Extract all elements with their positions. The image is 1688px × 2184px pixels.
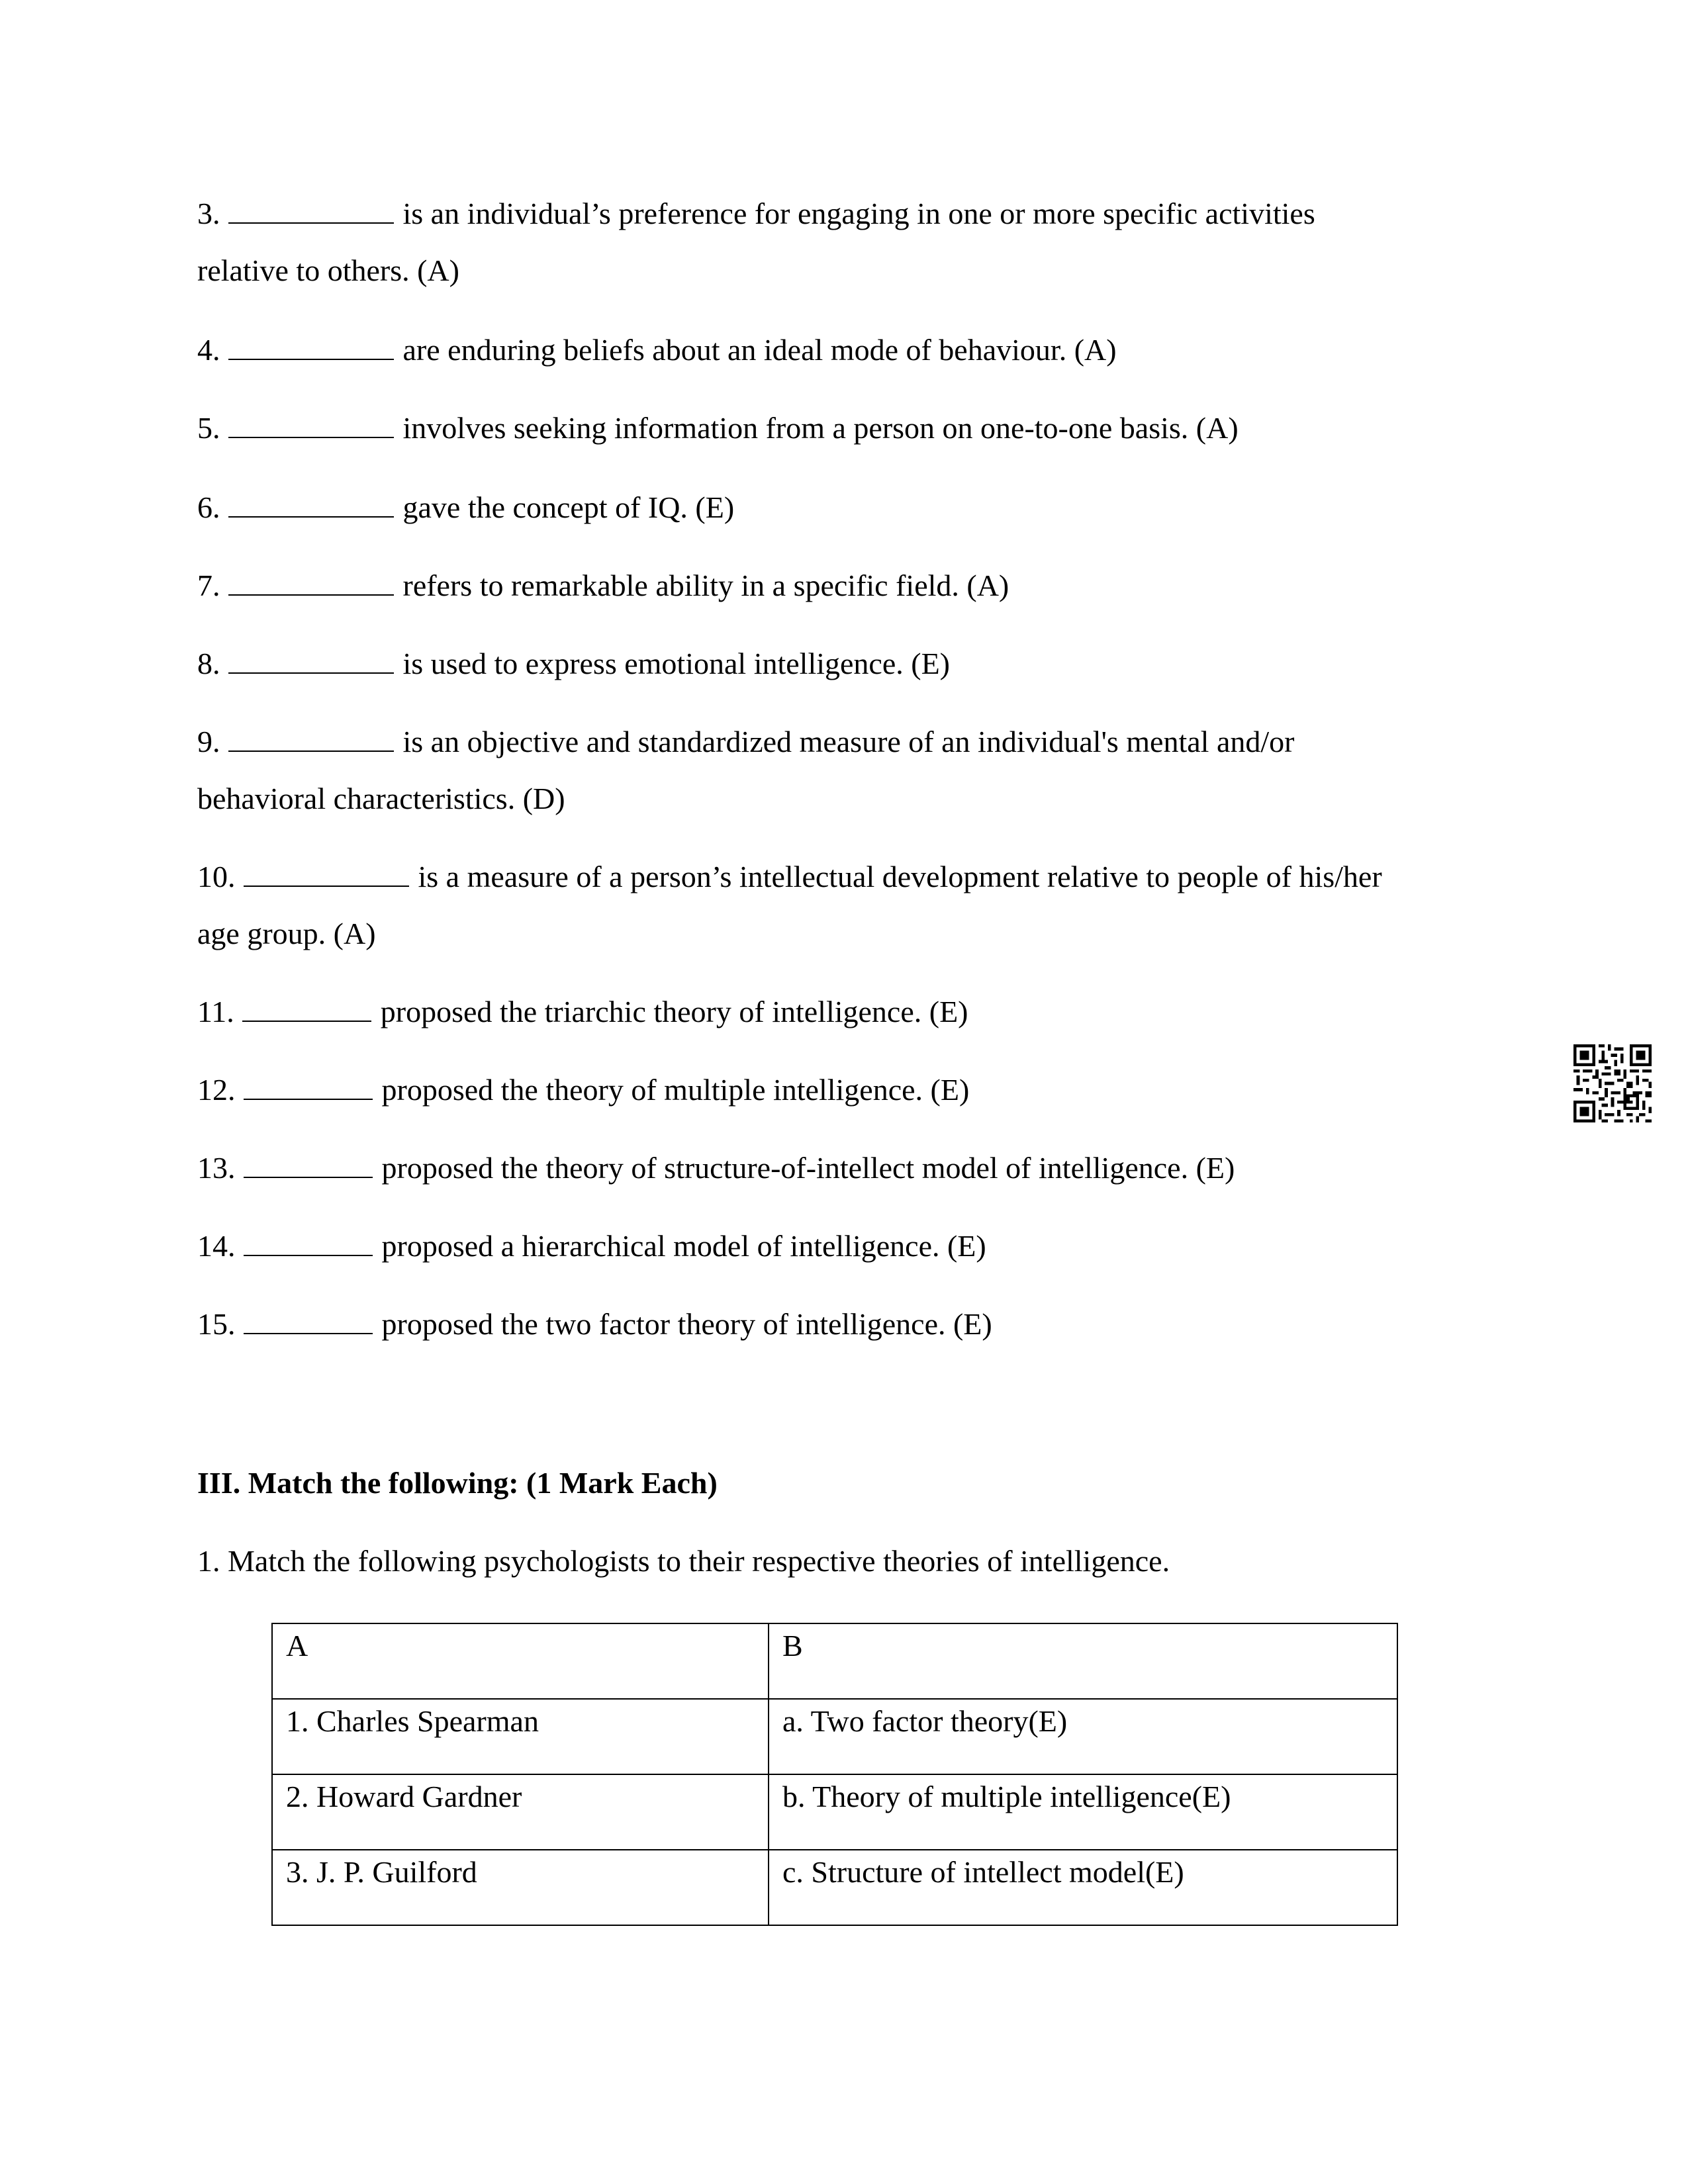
question-3-continuation: relative to others. (A): [197, 253, 459, 287]
theory-cell: b. Theory of multiple intelligence(E): [769, 1774, 1397, 1850]
table-header-row: [272, 1623, 1397, 1699]
question-text: are enduring beliefs about an ideal mode of behaviour. (A): [402, 333, 1117, 367]
question-text: is an individual’s preference for engaging in one or more specific activities: [402, 197, 1315, 230]
answer-blank: [228, 569, 394, 596]
question-text: involves seeking information from a person on one-to-one basis. (A): [402, 411, 1239, 445]
question-8: [197, 646, 950, 681]
question-number: 10.: [197, 860, 236, 893]
question-7: [197, 568, 1009, 603]
question-number: 9.: [197, 725, 220, 758]
answer-blank: [244, 1152, 373, 1178]
answer-blank: [228, 412, 394, 438]
question-text: proposed a hierarchical model of intelligence. (E): [381, 1229, 986, 1263]
question-text: proposed the triarchic theory of intelligence. (E): [380, 995, 968, 1028]
theory-cell: a. Two factor theory(E): [769, 1699, 1397, 1774]
match-table: [271, 1623, 1398, 1926]
question-9-continuation: behavioral characteristics. (D): [197, 782, 565, 815]
answer-blank: [228, 725, 394, 752]
question-number: 13.: [197, 1151, 236, 1185]
theory-cell: c. Structure of intellect model(E): [769, 1850, 1397, 1925]
match-question: 1. Match the following psychologists to their respective theories of intelligence.: [197, 1544, 1170, 1578]
question-15: [197, 1306, 992, 1342]
question-text: refers to remarkable ability in a specific field. (A): [402, 569, 1009, 602]
question-3: [197, 196, 1315, 231]
question-10: [197, 859, 1382, 894]
question-12: [197, 1072, 969, 1107]
question-11: [197, 994, 968, 1029]
question-number: 4.: [197, 333, 220, 367]
question-number: 3.: [197, 197, 220, 230]
question-number: 5.: [197, 411, 220, 445]
question-text: proposed the theory of structure-of-intellect model of intelligence. (E): [381, 1151, 1235, 1185]
answer-blank: [244, 1073, 373, 1100]
psychologist-cell: 3. J. P. Guilford: [272, 1850, 769, 1925]
question-10-continuation: age group. (A): [197, 917, 376, 950]
question-text: is an objective and standardized measure of an individual's mental and/or: [402, 725, 1295, 758]
psychologist-cell: 2. Howard Gardner: [272, 1774, 769, 1850]
question-5: [197, 410, 1239, 445]
question-text: gave the concept of IQ. (E): [402, 490, 735, 524]
question-number: 8.: [197, 647, 220, 680]
answer-blank: [228, 491, 394, 518]
question-number: 12.: [197, 1073, 236, 1107]
question-9: [197, 724, 1294, 759]
answer-blank: [242, 995, 371, 1022]
psychologist-cell: 1. Charles Spearman: [272, 1699, 769, 1774]
question-4: [197, 332, 1117, 367]
question-number: 11.: [197, 995, 234, 1028]
question-text: proposed the theory of multiple intelligence. (E): [381, 1073, 970, 1107]
question-text: is used to express emotional intelligence. (E): [402, 647, 950, 680]
column-b-header: B: [769, 1623, 1397, 1699]
column-a-header: A: [272, 1623, 769, 1699]
table-row: [272, 1850, 1397, 1925]
qr-code-icon[interactable]: [1573, 1044, 1652, 1122]
section-heading: III. Match the following: (1 Mark Each): [197, 1466, 718, 1500]
answer-blank: [244, 1308, 373, 1334]
answer-blank: [228, 647, 394, 674]
question-13: [197, 1150, 1235, 1185]
table-row: [272, 1699, 1397, 1774]
question-6: [197, 490, 734, 525]
question-text: proposed the two factor theory of intelligence. (E): [381, 1307, 992, 1341]
answer-blank: [244, 1230, 373, 1256]
question-text: is a measure of a person’s intellectual development relative to people of his/her: [418, 860, 1382, 893]
question-number: 15.: [197, 1307, 236, 1341]
question-14: [197, 1228, 986, 1263]
table-row: [272, 1774, 1397, 1850]
question-number: 7.: [197, 569, 220, 602]
answer-blank: [228, 197, 394, 224]
question-number: 14.: [197, 1229, 236, 1263]
question-number: 6.: [197, 490, 220, 524]
answer-blank: [228, 334, 394, 360]
answer-blank: [244, 860, 409, 887]
